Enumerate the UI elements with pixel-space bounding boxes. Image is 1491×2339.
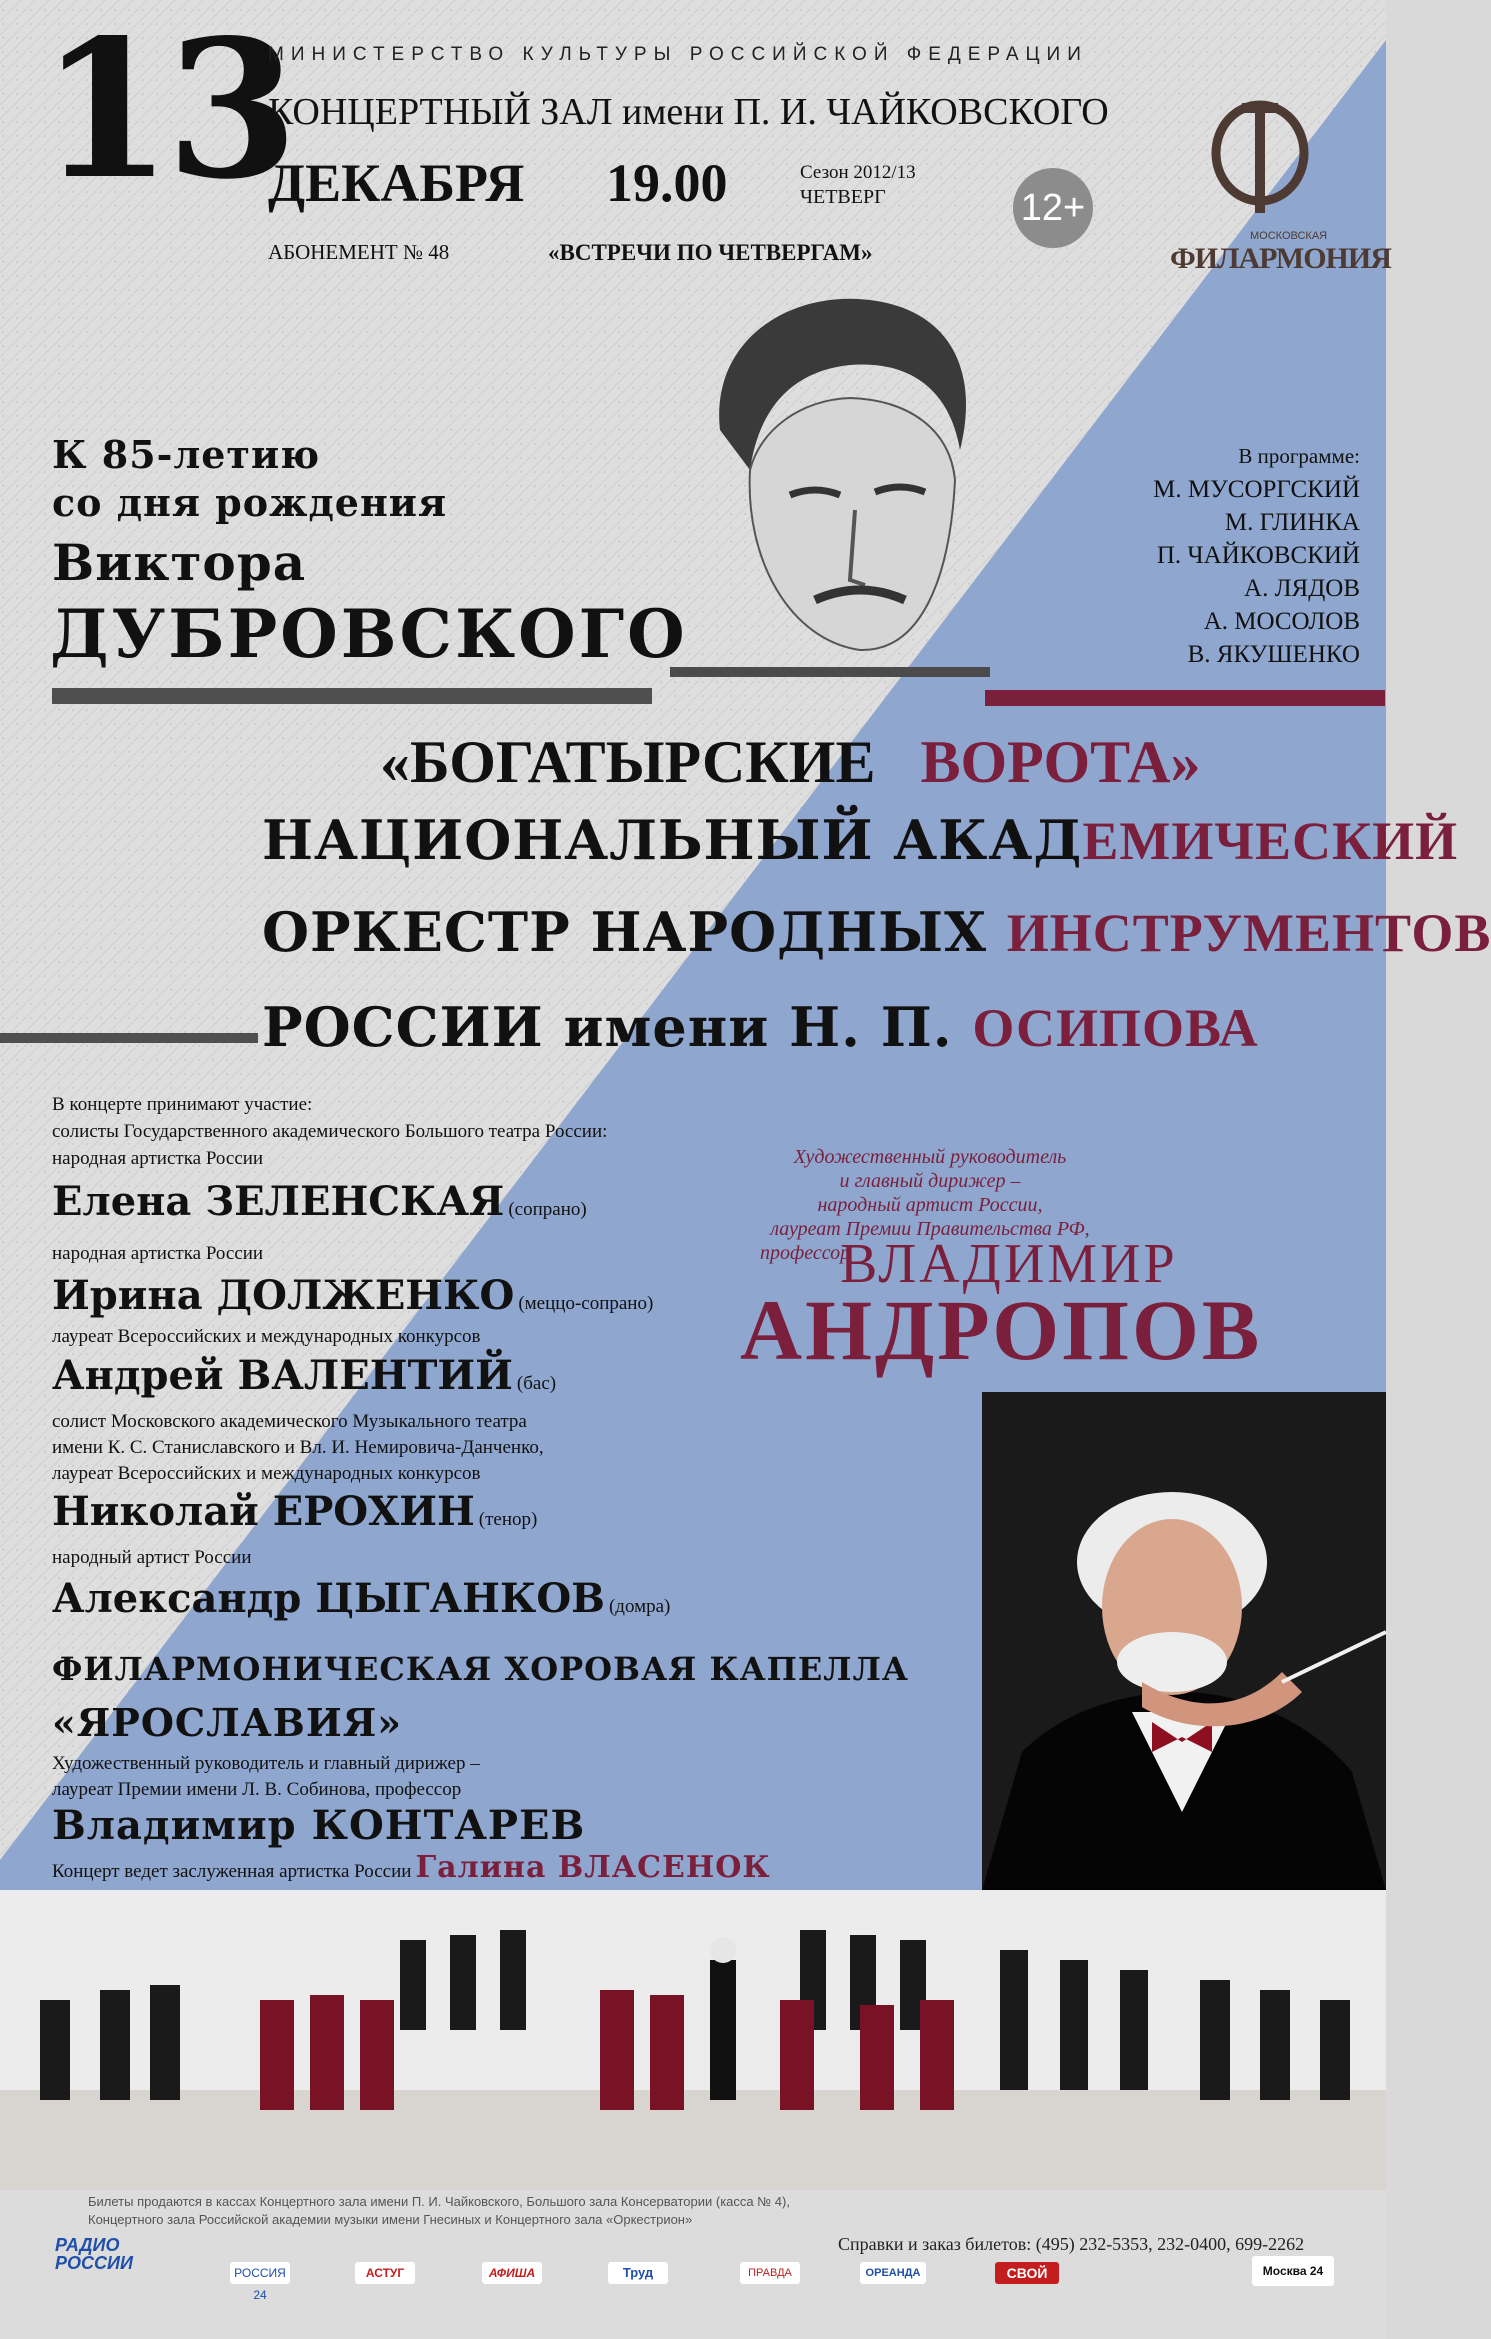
performer-4-note-1: солист Московского академического Музыкального театра bbox=[52, 1411, 527, 1432]
concert-title bbox=[380, 728, 1201, 797]
performer-4 bbox=[52, 1488, 537, 1535]
program-heading: В программе: bbox=[1238, 444, 1360, 468]
performer-1-note: народная артистка России bbox=[52, 1148, 264, 1169]
orchestra-line-3b: ОСИПОВА bbox=[972, 998, 1259, 1058]
sponsor-oreanda-logo: ОРЕАНДА bbox=[860, 2262, 926, 2284]
sponsor-afisha-logo: АФИША bbox=[482, 2262, 542, 2284]
sponsor-pravda-logo: ПРАВДА bbox=[740, 2262, 800, 2284]
performer-2-role: (меццо-сопрано) bbox=[518, 1293, 654, 1314]
conductor-last-name: АНДРОПОВ bbox=[740, 1282, 1263, 1378]
sponsor-rossiya24-logo: РОССИЯ 24 bbox=[230, 2262, 290, 2284]
series-name: «ВСТРЕЧИ ПО ЧЕТВЕРГАМ» bbox=[548, 240, 873, 265]
orchestra-line-2 bbox=[262, 900, 1491, 964]
performer-2 bbox=[52, 1272, 653, 1319]
performer-3-role: (бас) bbox=[516, 1373, 557, 1394]
conductor-note-3: народный артист России, bbox=[817, 1194, 1043, 1216]
tickets-line-1: Билеты продаются в кассах Концертного зала имени П. И. Чайковского, Большого зала Консерватории (касса № 4), bbox=[88, 2194, 790, 2209]
performer-3-name: Андрей ВАЛЕНТИЙ bbox=[52, 1352, 513, 1399]
sponsor-moskva24-logo: Москва 24 bbox=[1252, 2256, 1334, 2286]
performer-1 bbox=[52, 1178, 587, 1225]
orchestra-photo bbox=[0, 1890, 1386, 2190]
ministry-line: МИНИСТЕРСТВО КУЛЬТУРЫ РОССИЙСКОЙ ФЕДЕРАЦИИ bbox=[268, 44, 1088, 65]
dedication-line-2: со дня рождения bbox=[52, 480, 448, 525]
conductor-figure bbox=[982, 1392, 1386, 1890]
divider-grey bbox=[52, 688, 652, 704]
conductor-note-4: лауреат Премии Правительства РФ, bbox=[770, 1218, 1090, 1240]
composer-item: А. ЛЯДОВ bbox=[1244, 575, 1360, 602]
dedication-line-3: Виктора bbox=[52, 533, 307, 592]
performer-2-name: Ирина ДОЛЖЕНКО bbox=[52, 1272, 515, 1319]
composer-item: П. ЧАЙКОВСКИЙ bbox=[1156, 542, 1360, 569]
conductor-first-name: ВЛАДИМИР bbox=[840, 1233, 1178, 1295]
dedication-name: ДУБРОВСКОГО bbox=[50, 595, 688, 673]
title-part-2: ВОРОТА» bbox=[920, 729, 1201, 795]
performer-3-note: лауреат Всероссийских и международных конкурсов bbox=[52, 1326, 481, 1347]
philharmonia-logo bbox=[1170, 98, 1391, 278]
tickets-line-2: Концертного зала Российской академии музыки имени Гнесиных и Концертного зала «Оркестрион» bbox=[88, 2212, 693, 2227]
weekday: ЧЕТВЕРГ bbox=[800, 186, 886, 208]
subscription: АБОНЕМЕНТ № 48 bbox=[268, 240, 450, 264]
host-name: Галина ВЛАСЕНОК bbox=[415, 1850, 771, 1885]
choir-note-2: лауреат Премии имени Л. В. Собинова, профессор bbox=[52, 1779, 462, 1800]
divider-left bbox=[0, 1033, 258, 1043]
choir-note-1: Художественный руководитель и главный дирижер – bbox=[52, 1753, 480, 1774]
sponsor-astug-logo: АСТУГ bbox=[355, 2262, 415, 2284]
logo-small-text: МОСКОВСКАЯ bbox=[1250, 230, 1328, 242]
sponsor-trud-logo: Труд bbox=[608, 2262, 668, 2284]
choir-leader: Владимир КОНТАРЕВ bbox=[52, 1802, 586, 1849]
sponsor-svoy-logo: СВОЙ bbox=[995, 2262, 1059, 2284]
orchestra-line-2a: ОРКЕСТР НАРОДНЫХ bbox=[262, 900, 1007, 964]
conductor-note-5: профессор bbox=[760, 1242, 851, 1264]
orchestra-line-1b: ЕМИЧЕСКИЙ bbox=[1082, 811, 1459, 871]
title-part-1: «БОГАТЫРСКИЕ bbox=[380, 729, 876, 795]
performer-1-name: Елена ЗЕЛЕНСКАЯ bbox=[52, 1178, 505, 1225]
performer-5-note: народный артист России bbox=[52, 1547, 252, 1568]
conductor-note-1: Художественный руководитель bbox=[793, 1146, 1067, 1168]
performer-2-note: народная артистка России bbox=[52, 1243, 264, 1264]
composer-item: В. ЯКУШЕНКО bbox=[1187, 641, 1360, 668]
composer-item: М. ГЛИНКА bbox=[1224, 509, 1360, 536]
age-rating-badge: 12+ bbox=[1013, 168, 1093, 248]
phones: Справки и заказ билетов: (495) 232-5353, 232-0400, 699-2262 bbox=[838, 2234, 1305, 2254]
sponsor-radio-rossii-logo bbox=[55, 2236, 165, 2276]
dubrovsky-portrait bbox=[650, 280, 1010, 680]
logo-text: ФИЛАРМОНИЯ bbox=[1170, 242, 1391, 275]
divider-wine bbox=[985, 690, 1385, 706]
host-note: Концерт ведет заслуженная артистка России bbox=[52, 1861, 412, 1882]
host-line bbox=[52, 1850, 771, 1885]
portrait-sketch bbox=[650, 280, 1010, 680]
orchestra-line-1a: НАЦИОНАЛЬНЫЙ АКАД bbox=[262, 808, 1083, 872]
intro-2: солисты Государственного академического Большого театра России: bbox=[52, 1121, 608, 1142]
orchestra-line-3a: РОССИИ имени Н. П. bbox=[262, 995, 973, 1059]
conductor-photo bbox=[982, 1392, 1386, 1890]
season: Сезон 2012/13 bbox=[800, 162, 916, 183]
choir-line-2: «ЯРОСЛАВИЯ» bbox=[52, 1700, 403, 1745]
month: ДЕКАБРЯ bbox=[268, 153, 525, 213]
performer-5-name: Александр ЦЫГАНКОВ bbox=[52, 1575, 605, 1622]
performer-4-name: Николай ЕРОХИН bbox=[52, 1488, 475, 1535]
hall-name: КОНЦЕРТНЫЙ ЗАЛ имени П. И. ЧАЙКОВСКОГО bbox=[268, 91, 1109, 133]
composer-item: М. МУСОРГСКИЙ bbox=[1153, 476, 1360, 503]
orchestra-group bbox=[0, 1890, 1386, 2190]
performer-4-note-2: имени К. С. Станиславского и Вл. И. Немировича-Данченко, bbox=[52, 1437, 544, 1458]
orchestra-line-2b: ИНСТРУМЕНТОВ bbox=[1006, 903, 1491, 963]
dedication-line-1: К 85-летию bbox=[52, 432, 321, 477]
program-block bbox=[1000, 440, 1360, 671]
performer-5-role: (домра) bbox=[608, 1596, 671, 1617]
performer-5 bbox=[52, 1575, 670, 1622]
philharmonia-emblem-icon bbox=[1200, 98, 1320, 218]
orchestra-line-1 bbox=[262, 808, 1458, 872]
choir-line-1: ФИЛАРМОНИЧЕСКАЯ ХОРОВАЯ КАПЕЛЛА bbox=[52, 1650, 909, 1688]
performer-1-role: (сопрано) bbox=[508, 1199, 587, 1220]
performer-3 bbox=[52, 1352, 556, 1399]
orchestra-line-3 bbox=[262, 995, 1259, 1059]
intro-1: В концерте принимают участие: bbox=[52, 1094, 313, 1115]
composer-item: А. МОСОЛОВ bbox=[1203, 608, 1360, 635]
performer-4-note-3: лауреат Всероссийских и международных конкурсов bbox=[52, 1463, 481, 1484]
time: 19.00 bbox=[606, 153, 728, 213]
conductor-note-2: и главный дирижер – bbox=[839, 1170, 1021, 1192]
day-number: 13 bbox=[40, 0, 293, 221]
sponsor-radio-rossii-text: РАДИО РОССИИ bbox=[55, 2235, 133, 2273]
performer-4-role: (тенор) bbox=[478, 1509, 538, 1530]
